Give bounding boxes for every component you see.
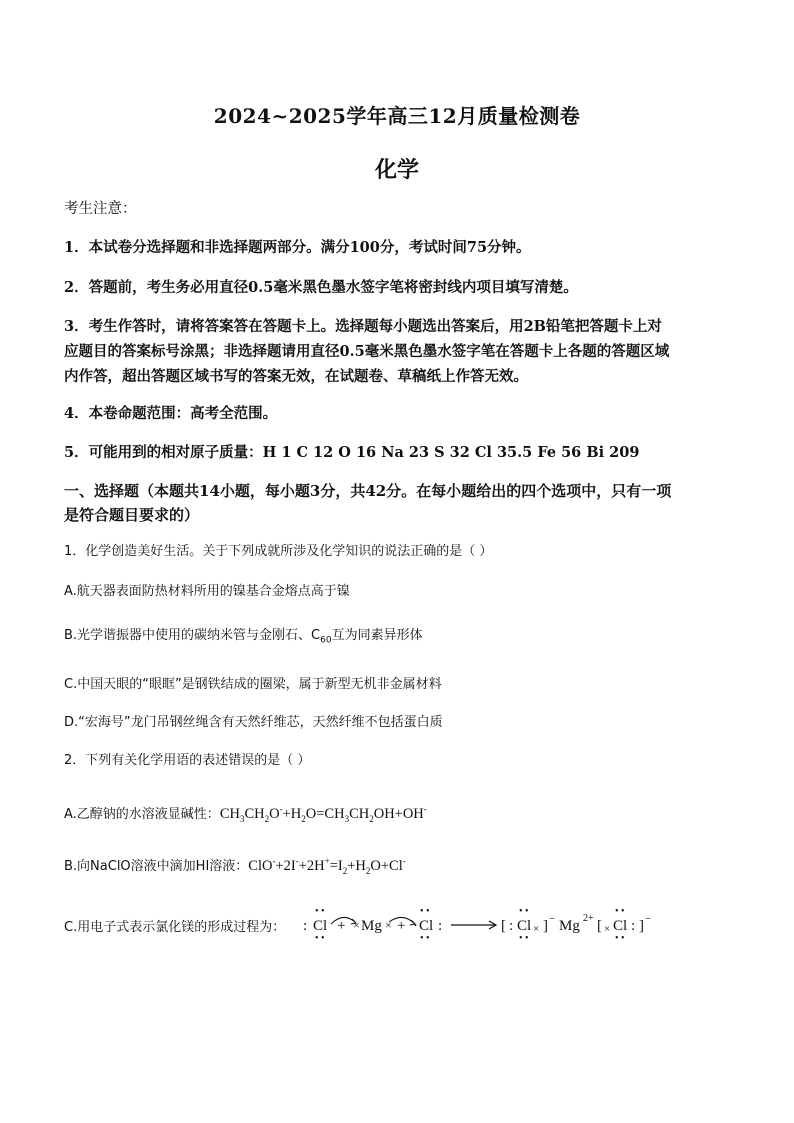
notice-item-3-line-1: 3．考生作答时，请将答案答在答题卡上。选择题每小题选出答案后，用2B铅笔把答题卡上对 — [64, 318, 662, 335]
svg-text:Cl: Cl — [313, 918, 328, 934]
question-2-option-b — [64, 849, 734, 883]
option-b-text-pre: B.光学谐振器中使用的碳纳米管与金刚石、C — [64, 628, 321, 643]
svg-text:Mg: Mg — [361, 918, 382, 934]
notice-item-4: 4．本卷命题范围：高考全范围。 — [64, 405, 278, 422]
notice-item-3-line-3: 内作答，超出答题区域书写的答案无效，在试题卷、草稿纸上作答无效。 — [64, 368, 528, 385]
notice-item-2: 2．答题前，考生务必用直径0.5毫米黑色墨水签字笔将密封线内项目填写清楚。 — [64, 279, 578, 296]
svg-text:[: [ — [597, 918, 602, 934]
question-1-option-a: A.航天器表面防热材料所用的镍基合金熔点高于镍 — [64, 584, 350, 599]
svg-text::: : — [438, 918, 443, 934]
svg-text:−: − — [645, 913, 652, 925]
notice-heading: 考生注意： — [64, 201, 137, 217]
notice-item-3-line-2: 应题目的答案标号涂黑；非选择题请用直径0.5毫米黑色墨水签字笔在答题卡上各题的答题区域 — [64, 343, 670, 360]
question-2-stem: 2．下列有关化学用语的表述错误的是（ ） — [64, 753, 311, 768]
section-heading-line-1: 一、选择题（本题共14小题，每小题3分，共42分。在每小题给出的四个选项中，只有一项 — [64, 482, 672, 500]
svg-text:• •: • • — [615, 906, 625, 917]
svg-text:2+: 2+ — [583, 913, 594, 924]
svg-text:]: ] — [543, 918, 548, 934]
electron-formula-diagram — [299, 904, 719, 944]
svg-text:Cl: Cl — [613, 918, 628, 934]
svg-text:×: × — [604, 923, 611, 935]
option-b-equation: $ClO^-+2I^-+2H^+=I_2+H_2O+Cl^-$ — [248, 856, 406, 876]
question-2-option-c — [64, 906, 734, 950]
notice-item-1: 1．本试卷分选择题和非选择题两部分。满分100分，考试时间75分钟。 — [64, 239, 531, 256]
svg-text::: : — [631, 918, 636, 934]
svg-text:[: [ — [501, 918, 506, 934]
question-1-stem: 1．化学创造美好生活。关于下列成就所涉及化学知识的说法正确的是（ ） — [64, 544, 493, 559]
question-1-option-b — [64, 624, 734, 653]
svg-text:• •: • • — [420, 933, 430, 944]
option-a-equation: $CH_3CH_2O^-+H_2O=CH_3CH_2OH+OH^-$ — [219, 804, 427, 824]
option-b-text-post: 互为同素异形体 — [331, 628, 423, 643]
option-b-label: B.向NaClO溶液中滴加HI溶液： — [64, 858, 249, 874]
svg-text:Cl: Cl — [517, 918, 532, 934]
svg-text:×: × — [353, 918, 360, 932]
svg-text:×: × — [385, 918, 392, 932]
svg-text:−: − — [549, 913, 556, 925]
svg-text:+: + — [337, 918, 346, 934]
question-1-option-c: C.中国天眼的“眼眶”是钢铁结成的圈梁，属于新型无机非金属材料 — [64, 677, 442, 692]
svg-text:+: + — [397, 918, 406, 934]
svg-text:• •: • • — [519, 906, 529, 917]
option-a-label: A.乙醇钠的水溶液显碱性： — [64, 806, 220, 822]
exam-title: 2024~2025学年高三12月质量检测卷 — [213, 104, 581, 128]
subject-title: 化学 — [374, 157, 419, 183]
svg-text:]: ] — [639, 918, 644, 934]
svg-text:Mg: Mg — [559, 918, 580, 934]
option-c-label: C.用电子式表示氯化镁的形成过程为： — [64, 920, 286, 935]
svg-text:• •: • • — [420, 906, 430, 917]
section-heading-line-2: 是符合题目要求的） — [64, 506, 200, 524]
svg-text::: : — [509, 918, 514, 934]
svg-text:×: × — [533, 923, 540, 935]
svg-text:• •: • • — [315, 933, 325, 944]
svg-text:• •: • • — [315, 906, 325, 917]
svg-text::: : — [303, 918, 308, 934]
notice-item-5: 5．可能用到的相对原子质量：H 1 C 12 O 16 Na 23 S 32 Cl 35.5 Fe 56 Bi 209 — [64, 444, 640, 461]
svg-text:·: · — [413, 918, 418, 934]
question-1-option-d: D.“宏海号”龙门吊钢丝绳含有天然纤维芯，天然纤维不包括蛋白质 — [64, 715, 443, 730]
option-b-subscript: 60 — [320, 635, 332, 646]
question-2-option-a — [64, 797, 734, 831]
svg-text:• •: • • — [615, 933, 625, 944]
svg-text:• •: • • — [519, 933, 529, 944]
svg-text:Cl: Cl — [419, 918, 434, 934]
